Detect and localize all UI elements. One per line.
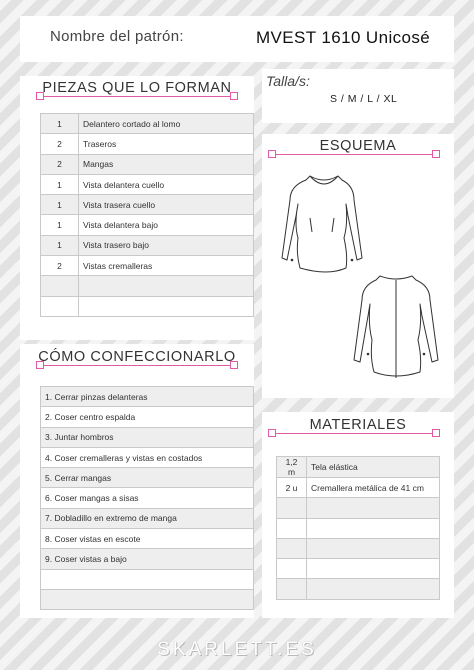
- construction-card: [20, 344, 254, 618]
- construction-title-rule: [40, 365, 238, 366]
- step-cell: 8. Coser vistas en escote: [41, 529, 254, 549]
- table-row: [277, 579, 440, 599]
- pattern-name-label: Nombre del patrón:: [50, 28, 184, 45]
- table-row: [41, 427, 254, 447]
- item-cell: Vista trasera cuello: [79, 195, 254, 215]
- table-row: [277, 538, 440, 558]
- dress-front-illustration: [262, 134, 454, 398]
- table-row: [41, 529, 254, 549]
- item-cell: [307, 518, 440, 538]
- quantity-cell: [277, 518, 307, 538]
- quantity-cell: [277, 579, 307, 599]
- quantity-cell: 1,2 m: [277, 457, 307, 478]
- quantity-cell: 1: [41, 195, 79, 215]
- quantity-cell: 2: [41, 256, 79, 276]
- quantity-cell: 1: [41, 174, 79, 194]
- table-row: [41, 488, 254, 508]
- item-cell: Vista delantera cuello: [79, 174, 254, 194]
- pieces-title-rule: [40, 96, 238, 97]
- item-cell: Vista delantera bajo: [79, 215, 254, 235]
- table-row: [41, 407, 254, 427]
- materials-table: [276, 456, 440, 600]
- table-row: [277, 498, 440, 518]
- site-footer: SKARLETT.ES: [157, 639, 317, 660]
- item-cell: Tela elástica: [307, 457, 440, 478]
- table-row: [41, 468, 254, 488]
- quantity-cell: [41, 276, 79, 296]
- table-row: [277, 518, 440, 538]
- table-row: [41, 256, 254, 276]
- sizes-label: Talla/s:: [266, 73, 310, 89]
- table-row: [41, 276, 254, 296]
- table-row: [41, 508, 254, 528]
- item-cell: Mangas: [79, 154, 254, 174]
- table-row: [41, 174, 254, 194]
- step-cell: 1. Cerrar pinzas delanteras: [41, 387, 254, 407]
- item-cell: [79, 296, 254, 316]
- item-cell: Cremallera metálica de 41 cm: [307, 478, 440, 498]
- pattern-name-card: [20, 16, 454, 62]
- table-row: [41, 569, 254, 589]
- table-row: [41, 549, 254, 569]
- item-cell: [307, 538, 440, 558]
- table-row: [41, 195, 254, 215]
- schema-card: [262, 134, 454, 398]
- quantity-cell: 2: [41, 134, 79, 154]
- table-row: [41, 387, 254, 407]
- item-cell: [307, 579, 440, 599]
- table-row: [277, 559, 440, 579]
- table-row: [41, 215, 254, 235]
- step-cell: 7. Dobladillo en extremo de manga: [41, 508, 254, 528]
- table-row: [277, 457, 440, 478]
- step-cell: 9. Coser vistas a bajo: [41, 549, 254, 569]
- item-cell: Vistas cremalleras: [79, 256, 254, 276]
- quantity-cell: [41, 296, 79, 316]
- item-cell: Traseros: [79, 134, 254, 154]
- item-cell: [79, 276, 254, 296]
- quantity-cell: [277, 559, 307, 579]
- table-row: [41, 447, 254, 467]
- quantity-cell: 1: [41, 114, 79, 134]
- title-handle-right-icon: [432, 429, 440, 437]
- title-handle-left-icon: [268, 429, 276, 437]
- pieces-table: [40, 113, 254, 317]
- table-row: [41, 235, 254, 255]
- step-cell: [41, 569, 254, 589]
- table-row: [41, 114, 254, 134]
- item-cell: [307, 559, 440, 579]
- pieces-card: [20, 76, 254, 340]
- schema-title: ESQUEMA: [319, 138, 397, 154]
- quantity-cell: 1: [41, 215, 79, 235]
- table-row: [41, 134, 254, 154]
- step-cell: 6. Coser mangas a sisas: [41, 488, 254, 508]
- table-row: [277, 478, 440, 498]
- quantity-cell: [277, 538, 307, 558]
- item-cell: Vista trasero bajo: [79, 235, 254, 255]
- step-cell: 2. Coser centro espalda: [41, 407, 254, 427]
- pattern-name-value: MVEST 1610 Unicosé: [256, 28, 431, 47]
- materials-title-rule: [272, 433, 440, 434]
- sizes-value: S / M / L / XL: [330, 93, 398, 105]
- step-cell: 3. Juntar hombros: [41, 427, 254, 447]
- step-cell: 4. Coser cremalleras y vistas en costados: [41, 447, 254, 467]
- table-row: [41, 589, 254, 609]
- quantity-cell: 2 u: [277, 478, 307, 498]
- construction-steps-table: [40, 386, 254, 610]
- pieces-title: PIEZAS QUE LO FORMAN: [42, 80, 232, 96]
- step-cell: [41, 589, 254, 609]
- quantity-cell: 1: [41, 235, 79, 255]
- quantity-cell: 2: [41, 154, 79, 174]
- item-cell: Delantero cortado al lomo: [79, 114, 254, 134]
- table-row: [41, 296, 254, 316]
- table-row: [41, 154, 254, 174]
- item-cell: [307, 498, 440, 518]
- materials-card: [262, 412, 454, 618]
- quantity-cell: [277, 498, 307, 518]
- construction-title: CÓMO CONFECCIONARLO: [38, 349, 236, 365]
- materials-title: MATERIALES: [309, 417, 407, 433]
- step-cell: 5. Cerrar mangas: [41, 468, 254, 488]
